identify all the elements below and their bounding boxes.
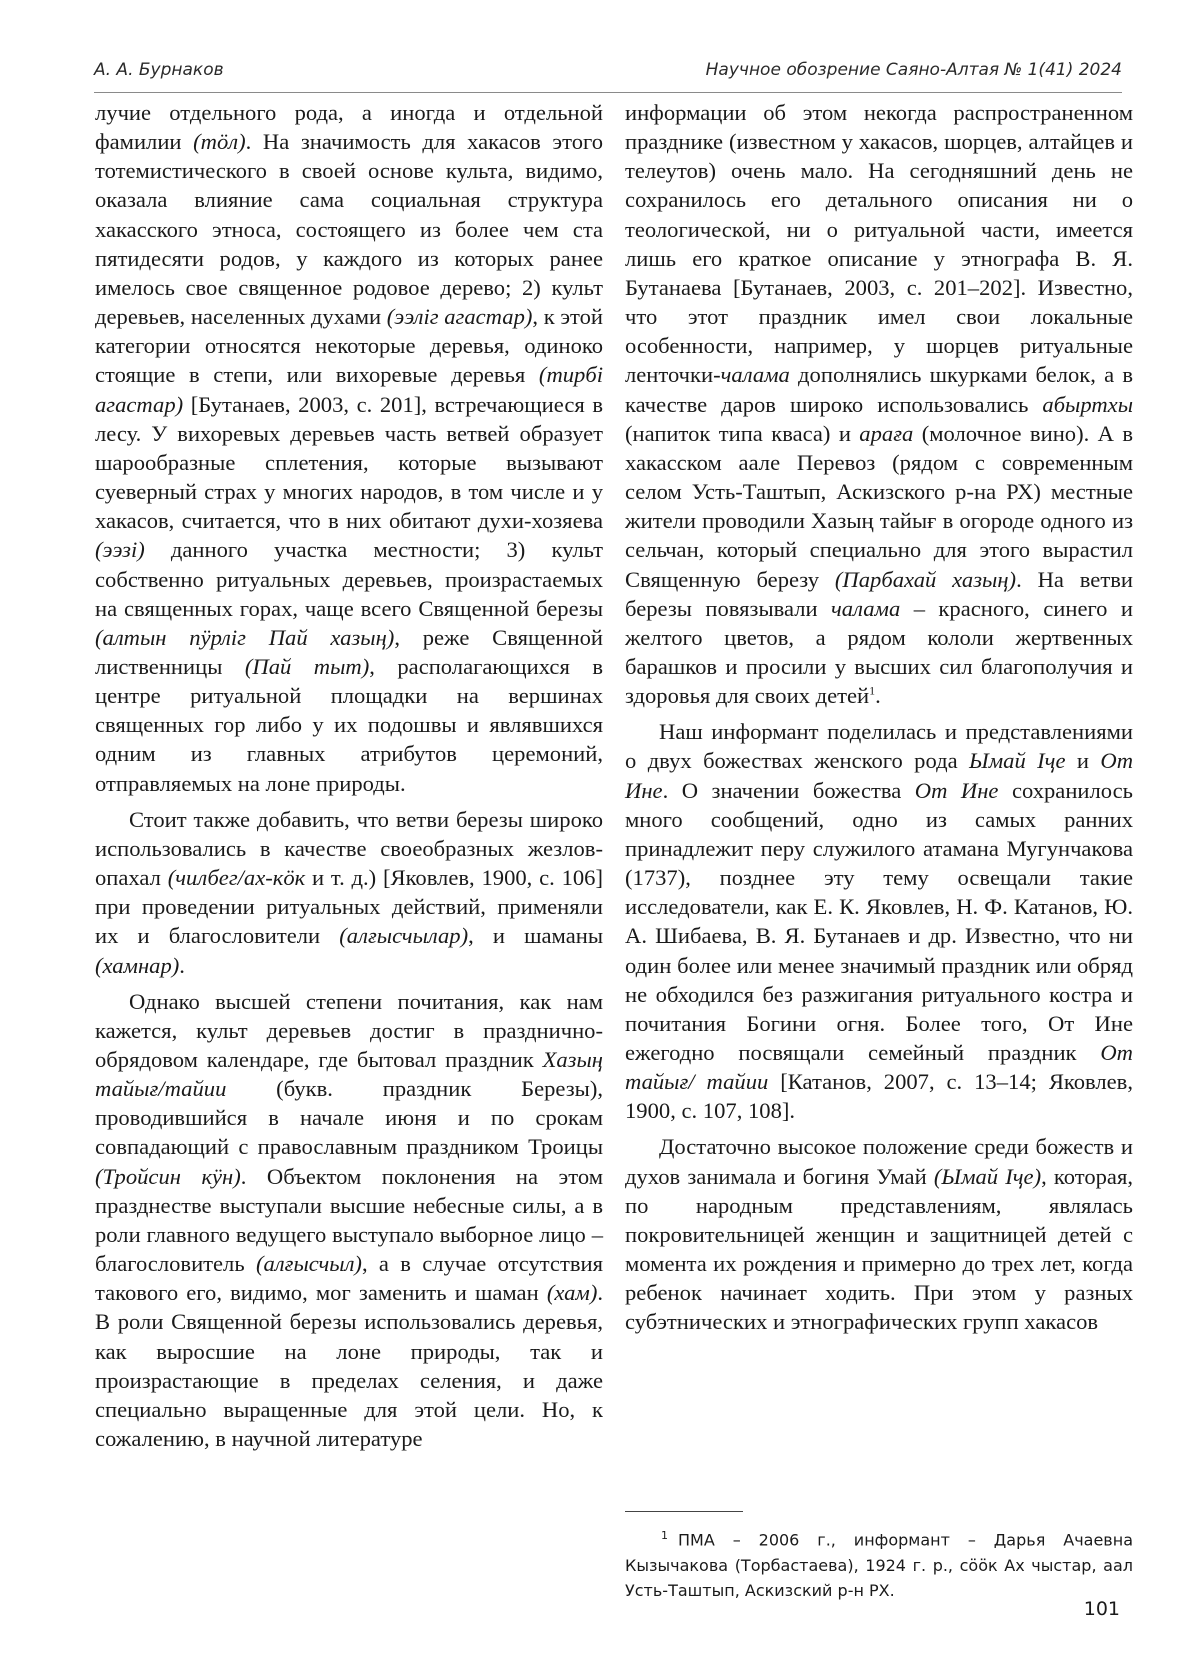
term-italic: чалама xyxy=(831,595,901,621)
text-run: . На значимость для хакасов этого тотемистического в своей основе культа, видимо, оказала влияние сама социальная структура хакасского этноса, состоящего из более чем ста пятидесяти родов, у каждого из которых ранее имелось свое священное родовое дерево; 2) культ деревьев, населенных духами xyxy=(95,129,604,330)
term-italic: От тайығ/ тайии xyxy=(625,1040,1133,1095)
term-italic: (Ымай Iҷе) xyxy=(933,1163,1042,1189)
text-run: . О значении божества xyxy=(662,777,915,803)
term-italic: (Парбахай хазың) xyxy=(834,566,1017,592)
text-run: . xyxy=(875,683,881,709)
term-italic: (чилбег/ах-кӧк xyxy=(167,865,306,891)
text-run: и т. д.) [Яковлев, 1900, с. 106] при проведении ритуальных действий, применяли их и благословители xyxy=(95,865,603,949)
footnote-reference: 1 xyxy=(869,683,876,698)
text-run: Достаточно высокое положение среди божеств и духов занимала и богиня Умай xyxy=(625,1134,1133,1189)
text-run: , располагающихся в центре ритуальной площадки на вершинах священных гор либо у их подошвы и являвшихся одним из главных атрибутов церемоний, отправляемых на лоне природы. xyxy=(95,653,603,796)
body-paragraph xyxy=(625,98,1133,710)
term-italic: (Пай тыт) xyxy=(244,653,370,679)
term-italic: (хам) xyxy=(546,1280,598,1306)
term-italic: (алғысчыл) xyxy=(255,1251,362,1277)
text-run: данного участка местности; 3) культ собственно ритуальных деревьев, произрастаемых на священных горах, чаще всего Священной березы xyxy=(95,537,603,621)
body-paragraph xyxy=(95,98,603,798)
text-run: Стоит также добавить, что ветви березы широко использовались в качестве своеобразных жезлов-опахал xyxy=(95,806,603,891)
body-paragraph xyxy=(625,717,1133,1125)
footnote-divider xyxy=(625,1511,743,1512)
running-header-journal: Научное обозрение Саяно-Алтая № 1(41) 2024 xyxy=(705,60,1122,80)
term-italic: чалама xyxy=(720,362,790,388)
text-run: , реже Священной лиственницы xyxy=(95,624,603,679)
term-italic: От Ине xyxy=(914,777,999,803)
text-run: (напиток типа кваса) и xyxy=(625,420,860,446)
term-italic: араға xyxy=(859,420,914,446)
body-paragraph xyxy=(95,987,603,1454)
text-run: , а в случае отсутствия такового его, видимо, мог заменить и шаман xyxy=(95,1251,603,1306)
term-italic: (тöл) xyxy=(193,129,246,155)
term-italic: От Ине xyxy=(625,748,1134,803)
text-run: . Объектом поклонения на этом празднестве выступали высшие небесные силы, а в роли главного ведущего выступало выборное лицо – благословитель xyxy=(95,1163,603,1277)
text-run: Наш информант поделилась и представлениями о двух божествах женского рода xyxy=(625,719,1133,774)
term-italic: (ээлiг агастар) xyxy=(386,304,533,330)
right-text-column xyxy=(625,98,1133,1337)
text-run: сохранилось много сообщений, одно из самых ранних принадлежит перу служилого атамана Мугунчакова (1737), позднее эту тему освещали такие исследователи, как Е. К. Яковлев, Н. Ф. Катанов, Ю. А. Шибаева, В. Я. Бутанаев и др. Известно, что ни один более или менее значимый праздник или обряд не обходился без разжигания ритуального костра и почитания Богини огня. Более того, От Ине ежегодно посвящали семейный праздник xyxy=(625,777,1133,1065)
text-run: , и шаманы xyxy=(468,923,603,949)
text-run: . На ветви березы повязывали xyxy=(625,566,1133,621)
text-run: [Бутанаев, 2003, с. 201], встречающиеся в лесу. У вихоревых деревьев часть ветвей образует шарообразные сплетения, которые вызывают суеверный страх у многих народов, в том числе и у хакасов, считается, что в них обитают духи-хозяева xyxy=(95,391,603,534)
text-run: (молочное вино). А в хакасском аале Перевоз (рядом с современным селом Усть-Таштып, Аскизского р-на РХ) местные жители проводили Хазың тайығ в огороде одного из сельчан, который специально для этого вырастил Священную березу xyxy=(625,420,1133,592)
text-run: . В роли Священной березы использовались деревья, как выросшие на лоне природы, так и произрастающие в пределах селения, и даже специально выращенные для этой цели. Но, к сожалению, в научной литературе xyxy=(95,1280,603,1452)
text-run: – красного, синего и желтого цветов, а рядом кололи жертвенных барашков и просили у высших сил благополучия и здоровья для своих детей xyxy=(625,595,1133,709)
term-italic: (алтын пӱрлiг Пай хазың) xyxy=(95,624,395,650)
term-italic: абыртхы xyxy=(1042,391,1133,417)
term-italic: (ээзi) xyxy=(95,537,145,563)
term-italic: (хамнар) xyxy=(95,952,180,978)
text-run: информации об этом некогда распространенном празднике (известном у хакасов, шорцев, алтайцев и телеутов) очень мало. На сегодняшний день не сохранилось его детального описания ни о теологической, ни о ритуальной части, имеется лишь его краткое описание у этнографа В. Я. Бутанаева [Бутанаев, 2003, с. 201–202]. Известно, что этот праздник имел свои локальные особенности, например, у шорцев ритуальные ленточки- xyxy=(625,100,1133,388)
text-run: (букв. праздник Березы), проводившийся в начале июня и по срокам совпадающий с православным праздником Троицы xyxy=(95,1076,603,1160)
text-run: . xyxy=(179,952,185,978)
text-run: , к этой категории относятся некоторые деревья, одиноко стоящие в степи, или вихоревые деревья xyxy=(95,304,604,388)
footnote xyxy=(625,1523,1133,1604)
page-number: 101 xyxy=(1083,1598,1120,1620)
term-italic: Хазың тайығ/тайии xyxy=(95,1047,603,1102)
term-italic: (тирбi агастар) xyxy=(95,362,603,417)
header-divider xyxy=(94,92,1122,93)
term-italic: (Тройсин кӱн) xyxy=(95,1163,241,1189)
term-italic: Ымай Iҷе xyxy=(969,748,1066,774)
text-run: , которая, по народным представлениям, являлась покровительницей женщин и защитницей детей с момента их рождения и примерно до трех лет, когда ребенок начинает ходить. При этом у разных субэтнических и этнографических групп хакасов xyxy=(625,1163,1133,1335)
text-run: Однако высшей степени почитания, как нам кажется, культ деревьев достиг в празднично-обрядовом календаре, где бытовал праздник xyxy=(95,988,603,1072)
text-run: дополнялись шкурками белок, а в качестве даров широко использовались xyxy=(625,362,1133,417)
text-run: лучие отдельного рода, а иногда и отдельной фамилии xyxy=(95,100,603,155)
body-paragraph xyxy=(95,805,603,980)
left-text-column xyxy=(95,98,603,1453)
term-italic: (алғысчылар) xyxy=(339,923,469,949)
footnote-text: ПМА – 2006 г., информант – Дарья Ачаевна Кызычакова (Торбастаева), 1924 г. р., сӧӧк Ах чыстар, аал Усть-Таштып, Аскизский р-н РХ. xyxy=(625,1530,1133,1601)
body-paragraph xyxy=(625,1132,1133,1336)
text-run: [Катанов, 2007, с. 13–14; Яковлев, 1900, с. 107, 108]. xyxy=(625,1069,1134,1124)
running-header-author: А. А. Бурнаков xyxy=(94,60,224,80)
text-run: и xyxy=(1065,748,1101,774)
footnote-mark: 1 xyxy=(661,1529,668,1542)
